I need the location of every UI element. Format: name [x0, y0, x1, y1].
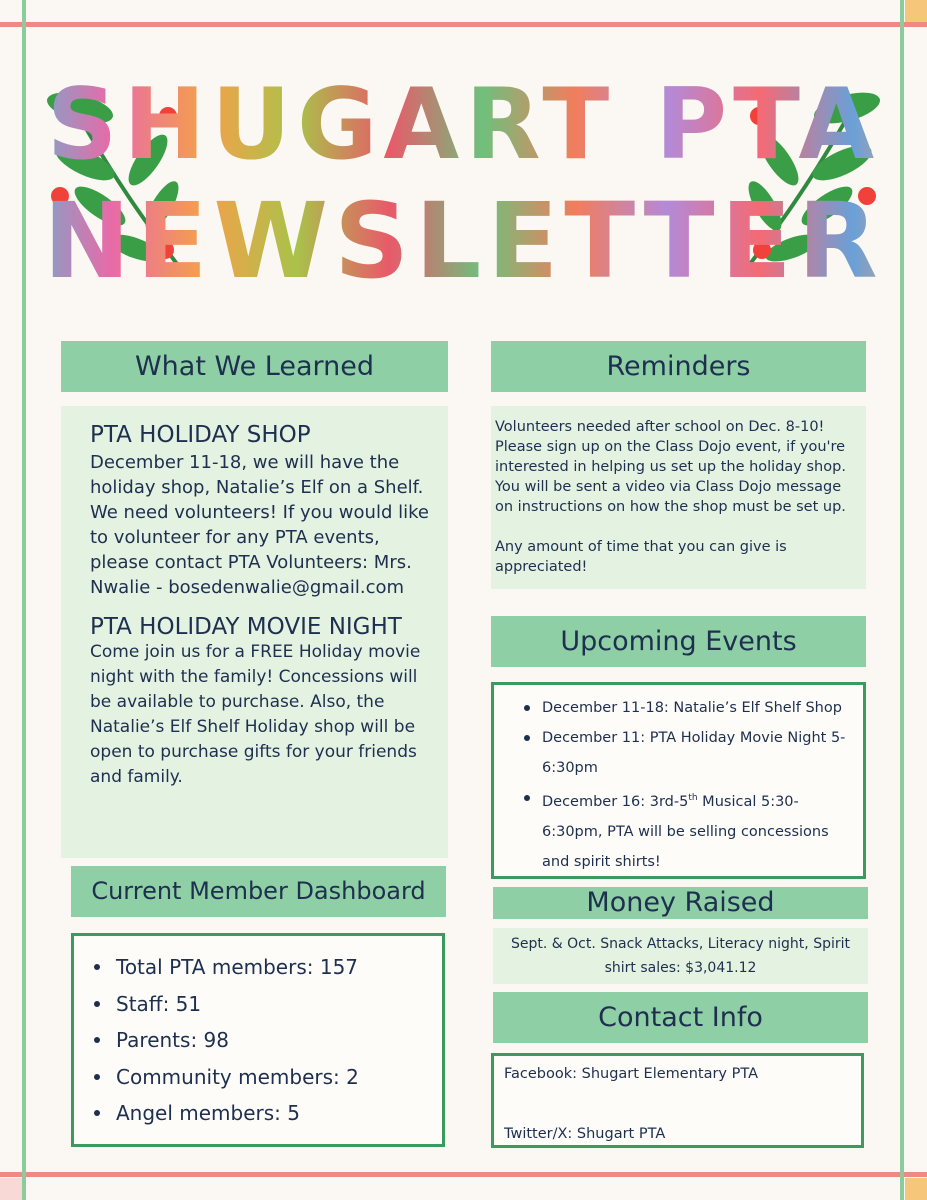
top-border-line	[0, 22, 927, 27]
corner-accent	[0, 1178, 22, 1200]
corner-accent	[905, 1178, 927, 1200]
member-dashboard-box	[71, 933, 445, 1147]
twitter-contact: Twitter/X: Shugart PTA	[504, 1126, 666, 1142]
what-we-learned-header: What We Learned	[61, 341, 448, 392]
money-raised-header: Money Raised	[493, 887, 868, 919]
holiday-shop-body: December 11-18, we will have the holiday shop, Natalie’s Elf on a Shelf. We need volunteers! If you would like to volunteer for any PTA events, please contact PTA Volunteers: Mrs. Nwalie - bosedenwalie@gmail.com	[90, 452, 429, 598]
reminders-appreciation: Any amount of time that you can give is appreciated!	[495, 539, 787, 575]
member-stat-parents: Parents: 98	[116, 1028, 229, 1052]
reminders-panel	[491, 406, 866, 589]
facebook-contact: Facebook: Shugart Elementary PTA	[504, 1066, 759, 1082]
list-item	[116, 1059, 359, 1096]
list-item	[542, 723, 852, 783]
upcoming-events-box	[491, 682, 866, 879]
list-item	[116, 986, 359, 1023]
list-item	[116, 1095, 359, 1132]
holiday-shop-title: PTA HOLIDAY SHOP	[90, 422, 311, 448]
upcoming-events-header: Upcoming Events	[491, 616, 866, 667]
newsletter-title-line2: NEWSLETTER	[0, 185, 927, 297]
member-stats-list	[116, 949, 359, 1132]
what-we-learned-panel	[61, 406, 448, 858]
reminders-text: Volunteers needed after school on Dec. 8-10! Please sign up on the Class Dojo event, if you're interested in helping us set up the holiday shop. You will be sent a video via Class Dojo message on instructions on how the shop must be set up.	[495, 419, 846, 515]
events-list	[542, 693, 852, 877]
member-stat-total: Total PTA members: 157	[116, 955, 359, 979]
corner-accent	[905, 0, 927, 22]
list-item	[116, 1022, 359, 1059]
list-item	[116, 949, 359, 986]
movie-night-title: PTA HOLIDAY MOVIE NIGHT	[90, 614, 402, 640]
list-item	[542, 693, 852, 723]
left-border-line	[22, 0, 26, 1200]
list-item	[542, 783, 852, 877]
event-musical: December 16: 3rd-5	[542, 793, 689, 810]
bottom-border-line	[0, 1172, 927, 1177]
member-stat-community: Community members: 2	[116, 1064, 359, 1089]
money-raised-text: Sept. & Oct. Snack Attacks, Literacy night, Spirit shirt sales: $3,041.12	[510, 936, 850, 976]
contact-info-header: Contact Info	[493, 992, 868, 1043]
newsletter-title-line1: SHUGART PTA	[0, 70, 927, 180]
right-border-line	[900, 0, 904, 1200]
member-dashboard-header: Current Member Dashboard	[71, 866, 446, 917]
event-elf-shop: December 11-18: Natalie’s Elf Shelf Shop	[542, 700, 842, 716]
reminders-header: Reminders	[491, 341, 866, 392]
money-raised-panel	[493, 928, 868, 984]
member-stat-staff: Staff: 51	[116, 991, 202, 1016]
member-stat-angel: Angel members: 5	[116, 1101, 301, 1125]
event-movie-night: December 11: PTA Holiday Movie Night 5-6:30pm	[542, 730, 846, 776]
movie-night-body: Come join us for a FREE Holiday movie night with the family! Concessions will be available to purchase. Also, the Natalie’s Elf Shelf Holiday shop will be open to purchase gifts for your friends and family.	[90, 642, 421, 787]
contact-info-box	[491, 1053, 864, 1148]
superscript-th: th	[688, 793, 698, 803]
event-musical-rest: Musical 5:30-6:30pm, PTA will be selling concessions and spirit shirts!	[542, 793, 829, 870]
